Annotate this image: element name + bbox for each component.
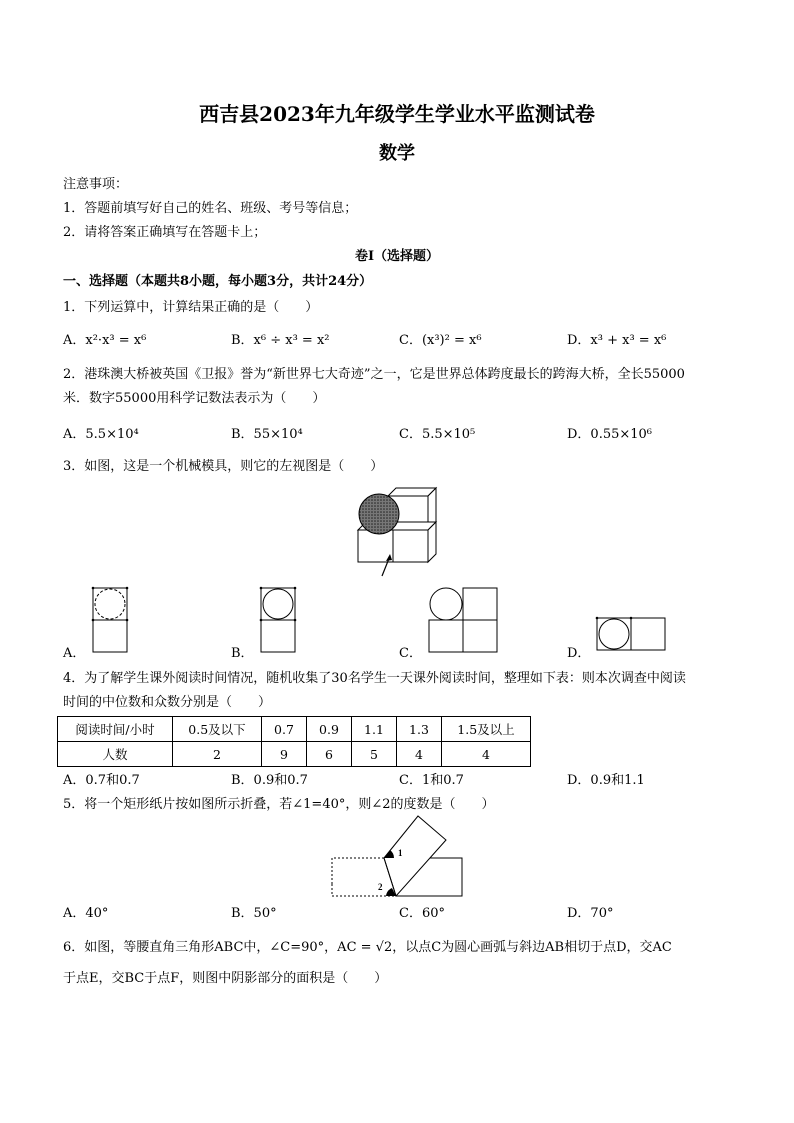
table-cell: 0.9 [307, 717, 352, 742]
table-cell: 9 [262, 742, 307, 767]
q4-option-b: B．0.9和0.7 [231, 773, 308, 788]
table-cell: 0.7 [262, 717, 307, 742]
q3-option-d: D． [567, 646, 591, 661]
exam-title: 西吉县2023年九年级学生学业水平监测试卷 [199, 102, 595, 126]
table-row [58, 717, 531, 742]
q5-option-d: D．70° [567, 906, 614, 921]
mold-3d-figure [350, 484, 440, 580]
table-cell: 5 [352, 742, 397, 767]
table-cell: 6 [307, 742, 352, 767]
q2-option-b: B．55×10⁴ [231, 427, 303, 442]
table-cell: 1.1 [352, 717, 397, 742]
table-cell: 4 [397, 742, 442, 767]
q3-option-a: A． [63, 646, 86, 661]
q3-view-a-figure [88, 584, 132, 654]
q1-option-c: C．(x³)² = x⁶ [399, 333, 482, 348]
q3-view-b-figure [256, 584, 300, 654]
q5-option-c: C．60° [399, 906, 445, 921]
table-cell: 2 [173, 742, 262, 767]
q1-option-b: B．x⁶ ÷ x³ = x² [231, 333, 330, 348]
q3-view-c-figure [424, 584, 500, 654]
subject-title: 数学 [379, 143, 415, 164]
question-5-stem: 5．将一个矩形纸片按如图所示折叠，若∠1=40°，则∠2的度数是（ ） [63, 797, 495, 812]
angle-2-label: 2 [378, 882, 383, 892]
question-1-stem: 1．下列运算中，计算结果正确的是（ ） [63, 300, 319, 315]
q3-view-d-figure [592, 614, 668, 654]
note-item: 2．请将答案正确填写在答题卡上； [63, 225, 267, 240]
q2-option-a: A．5.5×10⁴ [63, 427, 139, 442]
question-3-stem: 3．如图，这是一个机械模具，则它的左视图是（ ） [63, 459, 384, 474]
table-row [58, 742, 531, 767]
q4-option-d: D．0.9和1.1 [567, 773, 645, 788]
reading-time-table [57, 716, 531, 767]
note-item: 1．答题前填写好自己的姓名、班级、考号等信息； [63, 201, 358, 216]
q1-option-d: D．x³ + x³ = x⁶ [567, 333, 667, 348]
q5-option-a: A．40° [63, 906, 109, 921]
q1-option-a: A．x²·x³ = x⁶ [63, 333, 147, 348]
question-2-stem: 2．港珠澳大桥被英国《卫报》誉为“新世界七大奇迹”之一，它是世界总体跨度最长的跨海大桥，全长55000 [63, 367, 685, 382]
part-heading: 卷Ⅰ（选择题） [354, 249, 440, 264]
table-cell: 1.3 [397, 717, 442, 742]
angle-1-label: 1 [398, 848, 403, 858]
question-6-stem-cont: 于点E，交BC于点F，则图中阴影部分的面积是（ ） [63, 971, 388, 986]
table-cell: 4 [442, 742, 531, 767]
question-4-stem: 4．为了解学生课外阅读时间情况，随机收集了30名学生一天课外阅读时间，整理如下表：则本次调查中阅读 [63, 671, 686, 686]
q4-option-a: A．0.7和0.7 [63, 773, 140, 788]
section-heading: 一、选择题（本题共8小题，每小题3分，共计24分） [63, 274, 373, 289]
q5-option-b: B．50° [231, 906, 277, 921]
notes-heading: 注意事项： [63, 177, 129, 192]
q2-option-d: D．0.55×10⁶ [567, 427, 653, 442]
table-cell: 人数 [58, 742, 173, 767]
table-cell: 0.5及以下 [173, 717, 262, 742]
question-4-stem-cont: 时间的中位数和众数分别是（ ） [63, 695, 272, 710]
table-cell: 阅读时间/小时 [58, 717, 173, 742]
q4-option-c: C．1和0.7 [399, 773, 464, 788]
question-2-stem-cont: 米．数字55000用科学记数法表示为（ ） [63, 391, 326, 406]
q3-option-b: B． [231, 646, 254, 661]
folded-rectangle-figure [328, 812, 468, 900]
q2-option-c: C．5.5×10⁵ [399, 427, 476, 442]
table-cell: 1.5及以上 [442, 717, 531, 742]
question-6-stem: 6．如图，等腰直角三角形ABC中，∠C=90°，AC = √2，以点C为圆心画弧与斜边AB相切于点D，交AC [63, 940, 672, 955]
q3-option-c: C． [399, 646, 422, 661]
